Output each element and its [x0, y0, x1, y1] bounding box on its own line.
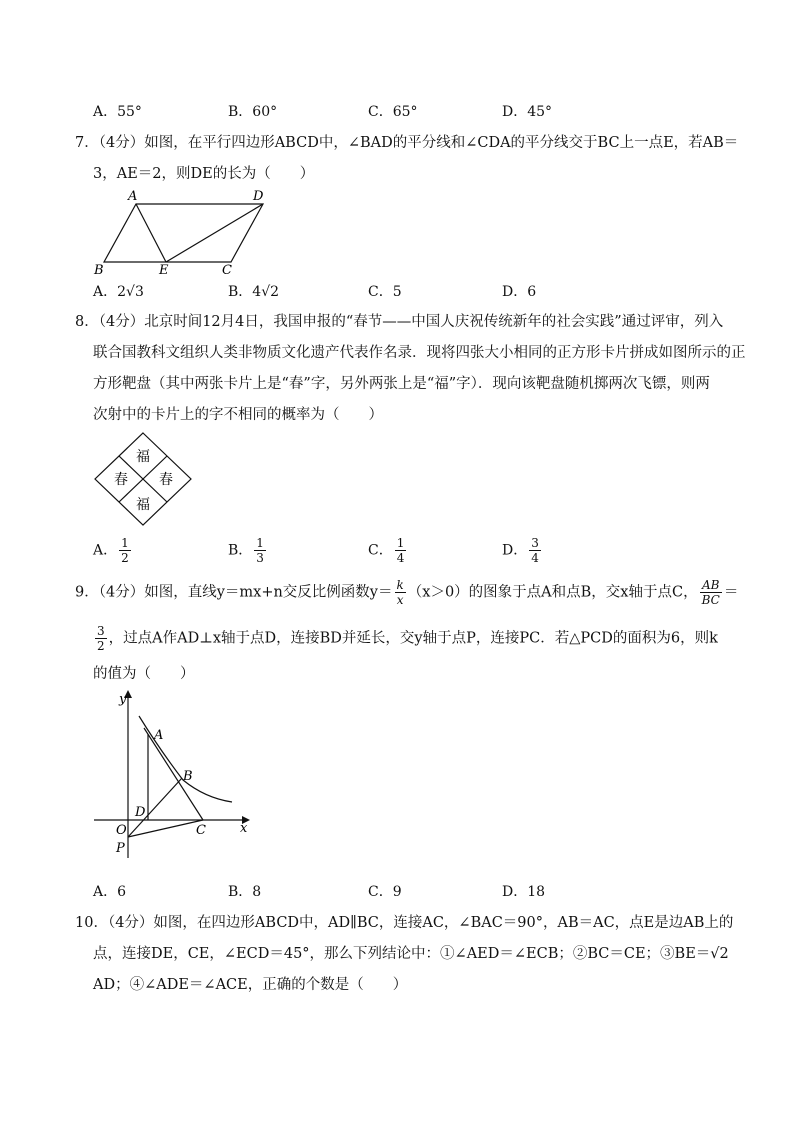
q8-option-d: D． $\frac{3}{4}$ [502, 536, 539, 565]
label-o: O [116, 823, 127, 838]
q7-stem-line2: 3，AE＝2，则DE的长为（ ） [93, 166, 315, 182]
card-top: 福 [136, 449, 150, 465]
card-bottom: 福 [136, 497, 150, 513]
label-d: D [135, 805, 146, 820]
segment-de [166, 204, 263, 262]
card-right: 春 [159, 472, 173, 488]
q8-stem-line2: 联合国教科文组织人类非物质文化遗产代表作名录．现将四张大小相同的正方形卡片拼成如图所示的正 [93, 345, 746, 361]
q8-option-a: A． $\frac{1}{2}$ [93, 536, 129, 565]
q7-option-c: C．5 [368, 284, 402, 300]
q8-target-board [92, 430, 194, 528]
q9-option-d: D．18 [502, 884, 546, 900]
label-p: P [116, 841, 125, 856]
q8-option-c: C． $\frac{1}{4}$ [368, 536, 405, 565]
segment-pc [128, 820, 203, 837]
q8-stem-line4: 次射中的卡片上的字不相同的概率为（ ） [93, 407, 383, 423]
q9-option-c: C．9 [368, 884, 402, 900]
label-x: x [240, 821, 248, 836]
label-c: C [222, 263, 232, 276]
q7-option-a: A．2√3 [93, 284, 144, 300]
label-a: A [128, 189, 138, 204]
q6-option-c: C．65° [368, 104, 418, 120]
q9-stem-line1: 9．（4分）如图，直线y＝mx+n交反比例函数y＝ $\frac{k}{x}$ （x＞0）的图象于点A和点B，交x轴于点C， $\frac{AB}{BC}$ ＝ [75, 578, 739, 607]
segment-ae [136, 204, 166, 262]
q7-option-b: B．4√2 [228, 284, 280, 300]
q9-stem-line2: $\frac{3}{2}$ ，过点A作AD⊥x轴于点D，连接BD并延长，交y轴于点P，连接PC．若△PCD的面积为6，则k [97, 624, 718, 653]
card-left: 春 [114, 472, 128, 488]
label-b: B [183, 769, 193, 784]
label-y: y [119, 692, 127, 707]
q10-stem-line1: 10．（4分）如图，在四边形ABCD中，AD∥BC，连接AC，∠BAC＝90°，AB＝AC，点E是边AB上的 [75, 915, 734, 931]
q9-coordinate-figure [90, 688, 260, 863]
q6-option-d: D．45° [502, 104, 553, 120]
line-abc [144, 728, 203, 820]
q9-stem-line3: 的值为（ ） [93, 666, 195, 682]
q7-parallelogram-figure [88, 186, 278, 276]
parallelogram-abcd [104, 204, 263, 262]
q9-option-b: B．8 [228, 884, 262, 900]
hyperbola-curve [139, 716, 232, 802]
label-e: E [159, 263, 169, 276]
label-b: B [94, 263, 104, 276]
q10-stem-line2: 点，连接DE，CE，∠ECD＝45°，那么下列结论中：①∠AED＝∠ECB；②BC＝CE；③BE＝√2 [93, 946, 729, 962]
q7-stem-line1: 7．（4分）如图，在平行四边形ABCD中，∠BAD的平分线和∠CDA的平分线交于BC上一点E，若AB＝ [75, 135, 739, 151]
label-a: A [154, 728, 164, 743]
q8-stem-line1: 8．（4分）北京时间12月4日，我国申报的“春节——中国人庆祝传统新年的社会实践”通过评审，列入 [75, 314, 724, 330]
label-d: D [253, 189, 264, 204]
q9-option-a: A．6 [93, 884, 127, 900]
q7-option-d: D．6 [502, 284, 537, 300]
label-c: C [196, 823, 206, 838]
q8-option-b: B． $\frac{1}{3}$ [228, 536, 264, 565]
q10-stem-line3: AD；④∠ADE＝∠ACE，正确的个数是（ ） [93, 977, 408, 993]
q8-stem-line3: 方形靶盘（其中两张卡片上是“春”字，另外两张上是“福”字）．现向该靶盘随机掷两次飞镖，则两 [93, 376, 710, 392]
q6-option-b: B．60° [228, 104, 278, 120]
q6-option-a: A．55° [93, 104, 142, 120]
